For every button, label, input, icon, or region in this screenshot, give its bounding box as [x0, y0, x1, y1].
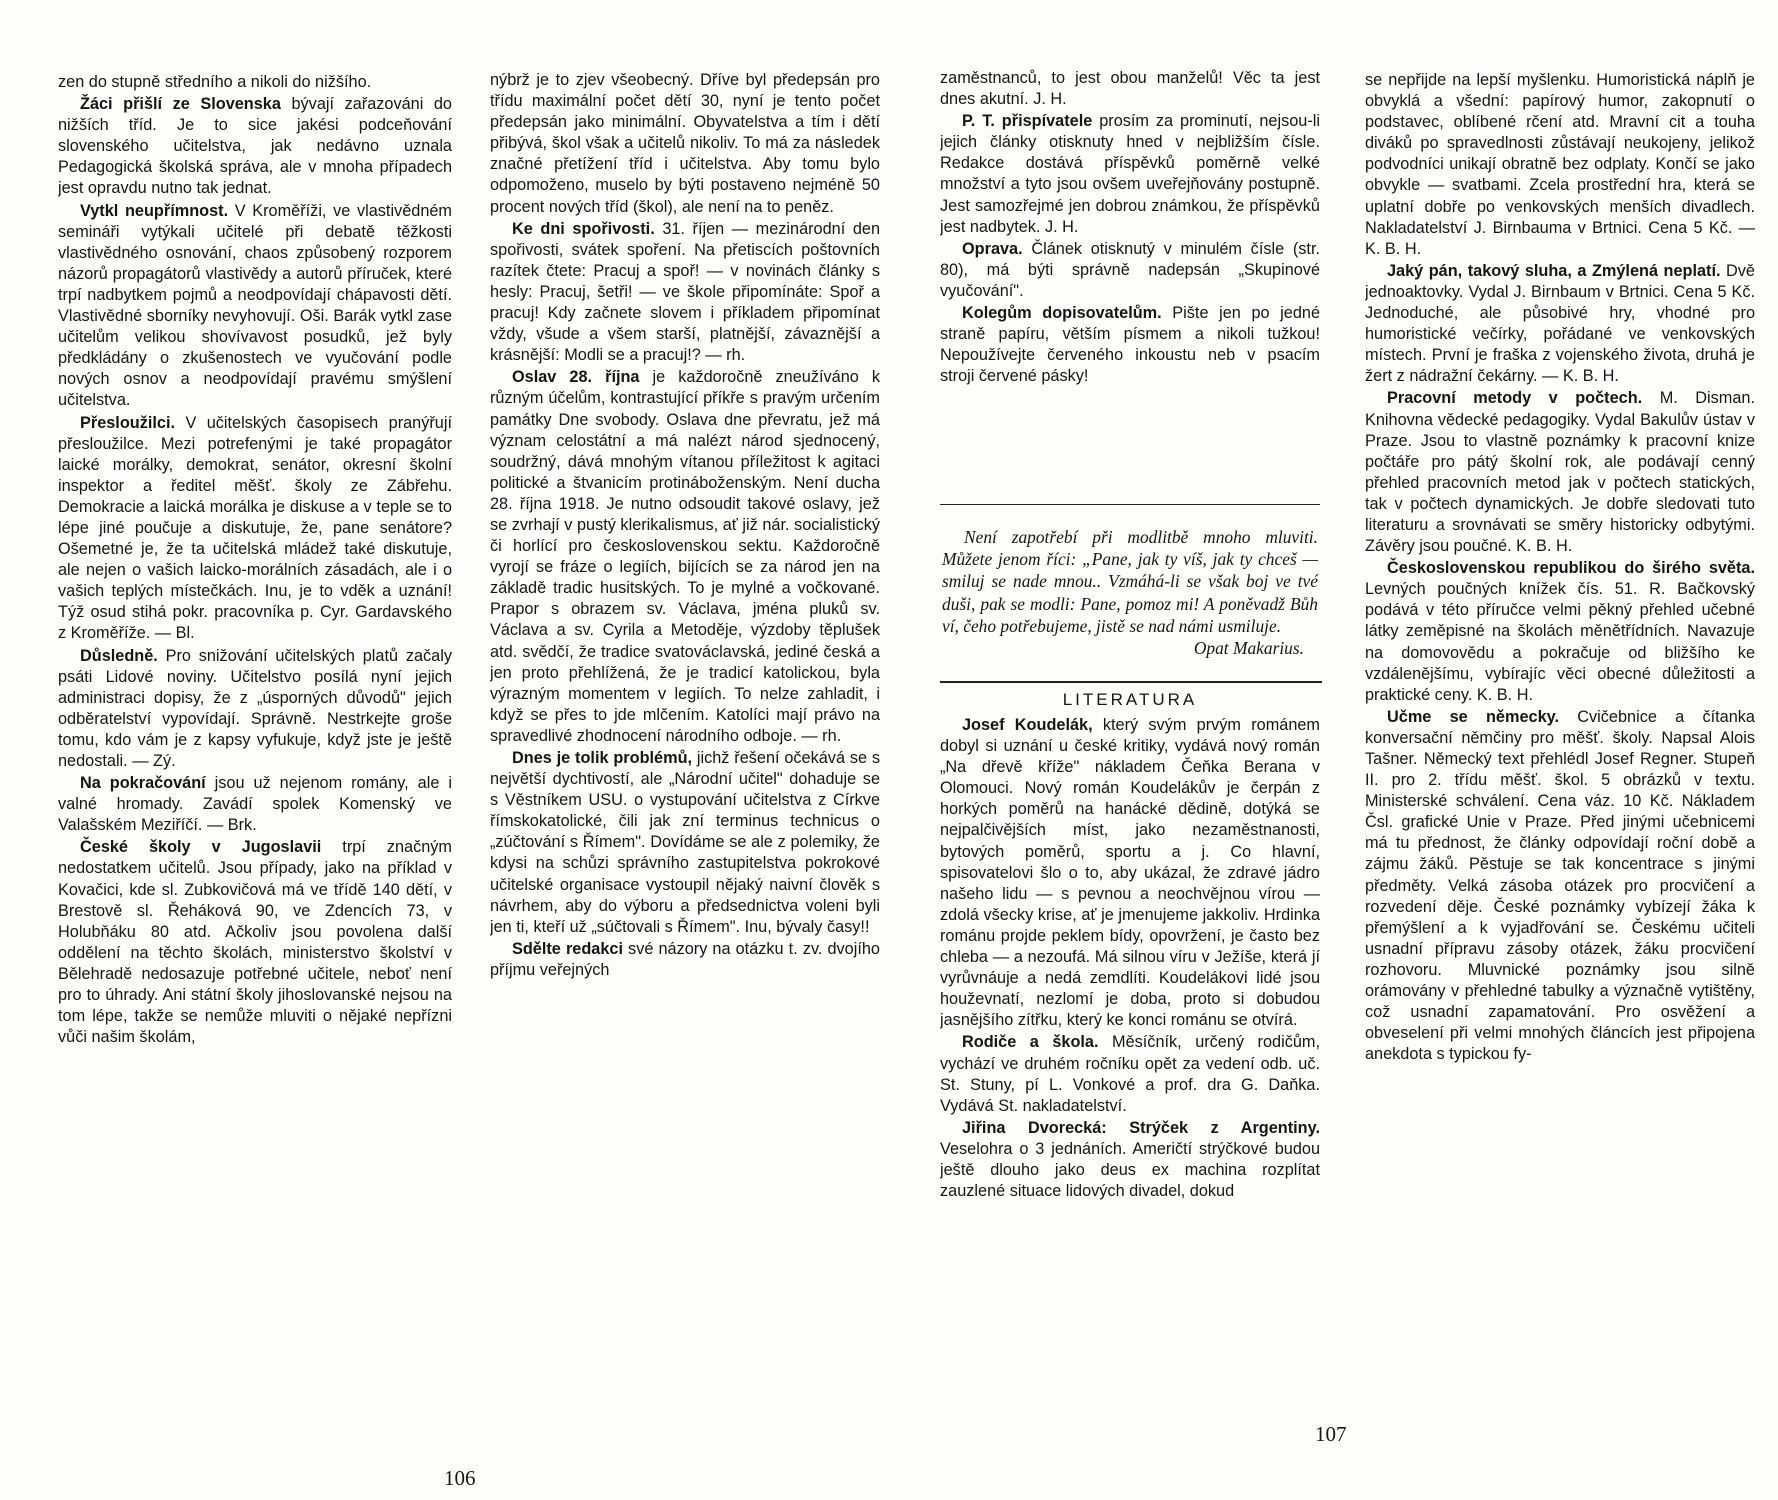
article-paragraph [940, 715, 1320, 1031]
article-heading: České školy v Jugoslavii [80, 838, 322, 857]
left-page-column-1 [58, 72, 452, 1482]
article-paragraph [58, 773, 452, 836]
article-heading: Jiřina Dvorecká: Strýček z Argentiny. [962, 1118, 1320, 1137]
article-heading: Na pokračování [80, 774, 206, 793]
quote-box [942, 526, 1318, 659]
article-body: V učitelských časopisech pranýřují přesloužilce. Mezi potrefenými je také propagátor laické morálky, demokrat, senátor, okresní školní inspektor a ředitel měšť. školy ze Zábřehu. Demokracie a laická morálka je diskuse a v teple se to lépe jiné poučuje a diskutuje, že, pane senátore? Ošemetné je, že ta učitelská mládež také diskutuje, ale nejen o vašich laicko-morálních zásadách, ale i o vašich teplých místečkách. Inu, je to vděk a uznání! Týž osud stihá pokr. pracovníka p. Cyr. Gardavského z Kroměříže. — Bl. [58, 413, 452, 643]
right-page-column-2 [1365, 70, 1755, 1480]
quote-top-rule [940, 504, 1320, 505]
article-paragraph [58, 201, 452, 412]
article-body: zen do stupně středního a nikoli do nižšího. [58, 73, 372, 91]
article-paragraph [490, 219, 880, 367]
article-paragraph [490, 748, 880, 938]
right-page-column-1-top [940, 68, 1320, 488]
article-body: V Kroměříži, ve vlastivědném semináři vytýkali učitelé při debatě těžkosti vlastivědného osnování, chaos způsobený rozporem názorů propagátorů vlastivědy a autorů příruček, které trpí nadbytkem pojmů a neodpovídají chápavosti dětí. Vlastivědné sborníky nevyhovují. Oši. Barák vytkl zase učitelům velikou shovívavost posudků, jež byly předkládány o zkušenostech ve vyučování podle nových osnov a neodpovídají pravému smýšlení učitelstva. [58, 201, 452, 410]
article-paragraph [940, 68, 1320, 110]
article-heading: Kolegům dopisovatelům. [962, 304, 1162, 323]
article-heading: Učme se německy. [1387, 707, 1559, 726]
article-heading: Přesloužilci. [80, 413, 176, 432]
article-paragraph [940, 1032, 1320, 1116]
article-heading: Oslav 28. října [512, 368, 640, 387]
article-body: prosím za prominutí, nejsou-li jejich články otisknuty hned v nejbližším čísle. Redakce dostává příspěvků poměrně velké množství a tyto jsou ovšem uveřejňovány postupně. Jest samozřejmé jen dobrou známkou, že příspěvků jest nadbytek. J. H. [940, 112, 1320, 236]
article-heading: Pracovní metody v počtech. [1387, 389, 1643, 408]
article-paragraph [1365, 707, 1755, 1066]
article-paragraph [940, 303, 1320, 387]
article-body: Dvě jednoaktovky. Vydal J. Birnbaum v Brtnici. Cena 5 Kč. Jednoduché, ale působivé hry, vhodné pro humoristické večírky, pořádané ve venkovských místech. První je fraška z vojenského života, druhá je žert z nádražní čekárny. — K. B. H. [1365, 261, 1755, 386]
article-paragraph [1365, 558, 1755, 706]
article-paragraph [58, 72, 452, 93]
article-paragraph [1365, 388, 1755, 557]
article-body: Pište jen po jedné straně papíru, větším písmem a nikoli tužkou! Nepoužívejte červeného inkoustu neb v psacím stroji červené pásky! [940, 304, 1320, 386]
article-paragraph [490, 939, 880, 981]
article-body: 31. říjen — mezinárodní den spořivosti, svátek spoření. Na přetiscích poštovních razítek čtete: Pracuj a spoř! — v novinách články s hesly: Pracuj, šetři! — ve škole připomínáte: Spoř a pracuj! Kdy začnete slovem i příkladem připomínat vždy, všude a všem starší, platnější, závaznější a krásnější: Modli se a pracuj!? — rh. [490, 219, 880, 365]
article-paragraph [58, 413, 452, 645]
article-body: Měsíčník, určený rodičům, vychází ve druhém ročníku opět za vedení odb. uč. St. Stuny, pí L. Vonkové a prof. dra G. Daňka. Vydává St. nakladatelství. [940, 1033, 1320, 1115]
article-heading: Vytkl neupřímnost. [80, 201, 229, 220]
article-paragraph [940, 1118, 1320, 1202]
article-paragraph [490, 70, 880, 218]
article-heading: Oprava. [962, 239, 1023, 258]
article-heading: Rodiče a škola. [962, 1033, 1099, 1052]
article-body: jsou už nejenom romány, ale i valné hromady. Zavádí spolek Komenský ve Valašském Meziříčí. — Brk. [58, 774, 452, 835]
right-page-column-1-literature [940, 715, 1320, 1365]
article-paragraph [58, 94, 452, 199]
article-heading: Československou republikou do širého světa. [1387, 559, 1755, 578]
section-heading: LITERATURA [1062, 690, 1198, 709]
article-paragraph [58, 646, 452, 773]
article-body: který svým prvým románem dobyl si uznání u české kritiky, vydává nový román „Na dřevě kříže" nákladem Čeňka Berana v Olomouci. Nový román Koudelákův je čerpán z horkých poměrů na hanácké dědině, dotýká se nejpalčivějších míst, jako nezaměstnanosti, bytových poměrů, sportu a j. Co hlavní, spisovatelovi šlo o to, aby ukázal, že zdravé jádro našeho lidu — s pevnou a neochvějnou vírou — zdolá všecky krise, ať je jmenujeme jakkoliv. Hrdinka románu projde peklem bídy, opovržení, je často bez chleba — a nezoufá. Má silnou víru v Ježíše, která jí vyrůvnáuje a nedá zemdlíti. Koudelákovi lidé jsou houževnatí, nezlomí je doba, proto si dobudou jasnějšího zítřku, který ke konci románu se otvírá. [940, 716, 1320, 1030]
article-paragraph [1365, 70, 1755, 260]
article-body: zaměstnanců, to jest obou manželů! Věc ta jest dnes akutní. J. H. [940, 69, 1320, 109]
quote-text: Není zapotřebí při modlitbě mnoho mluviti. Můžete jenom říci: „Pane, jak ty víš, jak ty chceš — smiluj se nade mnou.. Vzmáhá-li se však boj ve tvé duši, pak se modli: Pane, pomoz mi! A poněvadž Bůh ví, čeho potřebujeme, jistě se nad námi usmiluje. [942, 527, 1318, 636]
article-body: trpí značným nedostatkem učitelů. Jsou případy, jako na příklad v Kovačici, kde sl. Zubkovičová má ve třídě 140 dětí, v Brestově sl. Řeháková 90, ve Zdencích 73, v Holubňáku 80 atd. Ačkoliv jsou povolena další oddělení na těchto školách, ministerstvo školství v Bělehradě nedosazuje potřebné učitele, neboť není pro to úhrady. Ani státní školy jihoslovanské nejsou na tom lépe, takže se nemůže mluviti o nějaké nepřízni vůči našim školám, [58, 838, 452, 1047]
article-heading: Žáci přišlí ze Slovenska [80, 95, 281, 114]
page-number-right: 107 [1315, 1422, 1347, 1446]
article-paragraph [940, 239, 1320, 302]
article-paragraph [58, 837, 452, 1048]
article-body: Veselohra o 3 jednáních. Američtí strýčkové budou ještě dlouho jako deus ex machina rozplítat zauzlené situace lidových divadel, dokud [940, 1139, 1320, 1201]
article-body: Pro snižování učitelských platů začaly psáti Lidové noviny. Učitelstvo posílá nyní jejich administraci dopisy, že z „úsporných důvodů" jejich odběratelství vypovídají. Správně. Nestrkejte groše tomu, kdo vám je z kapsy vyfukuje, když jste je ještě nedostali. — Zý. [58, 646, 452, 770]
article-body: Cvičebnice a čítanka konversační němčiny pro měšť. školy. Napsal Alois Tašner. Německý text přehlédl Josef Regner. Stupeň II. pro 2. třídu měšť. škol. 5 obrázků v textu. Ministerské schválení. Cena váz. 10 Kč. Nákladem Čsl. grafické Unie v Praze. Před jinými učebnicemi má tu přednost, že články odpovídají roční době a zájmu žáků. Pěstuje se tak koncentrace s jinými předměty. Velká zásoba otázek pro procvičení a rozvedení děje. České poznámky vybízejí žáka k přemýšlení a k vyjadřování se. Českému učiteli usnadní přípravu zásoby otázek, žáku procvičení rozhovoru. Mluvnické poznámky jsou silně orámovány v přehledné tabulky a význačně vytištěny, což usnadní zapamatování. Pro osvěžení a obveselení při velmi mnohých článcích jest připojena anekdota s typickou fy- [1365, 707, 1755, 1064]
article-heading: Sdělte redakci [512, 939, 623, 958]
article-body: své názory na otázku t. zv. dvojího příjmu veřejných [490, 939, 880, 979]
article-paragraph [1365, 261, 1755, 388]
article-heading: Ke dni spořivosti. [512, 219, 655, 238]
article-body: Článek otisknutý v minulém čísle (str. 80), má býti správně nadepsán „Skupinové vyučování". [940, 239, 1320, 300]
article-body: se nepřijde na lepší myšlenku. Humoristická náplň je obvyklá a všední: papírový humor, zakopnutí o podstavec, oblíbené rčení atd. Mravní cit a touha diváků po spravedlnosti zůstávají neukojeny, jelikož podvodníci unikají obratně bez odplaty. Končí se jako obvykle — svatbami. Zcela prostřední hra, která se uplatní dobře po venkovských menších divadlech. Nakladatelství J. Birnbauma v Brtnici. Cena 5 Kč. — K. B. H. [1365, 71, 1755, 258]
article-body: je každoročně zneužíváno k různým účelům, kontrastující příkře s pravým určením památky Dne svobody. Oslava dne převratu, jež má význam celostátní a má nalézt národ sjednocený, soudržný, dává mnohým vítanou příležitost k agitaci politické a štvanicím protináboženským. Není ducha 28. října 1918. Je nutno odsoudit takové oslavy, jež se zvrhají v pustý klerikalismus, ať již nár. socialistický či horlící pro československou sektu. Každoročně vyrojí se fráze o legiích, bijících se za národ jen na základě tradic husitských. To je mylné a vočkované. Prapor s obrazem sv. Václava, jména pluků sv. Václava a sv. Cyrila a Metoděje, výzdoby těplušek atd. svědčí, že tradice svatováclavská, jediné česká a jen proto přehlížená, že je tradicí katolickou, byla výrazným momentem v legiích. To nelze zahladit, i když se přes to jde mlčením. Katolíci mají právo na spravedlivé zhodnocení národního odboje. — rh. [490, 368, 880, 745]
article-heading: Josef Koudelák, [962, 716, 1093, 734]
article-paragraph [490, 367, 880, 747]
article-heading: P. T. přispívatele [962, 112, 1093, 131]
article-body: M. Disman. Knihovna vědecké pedagogiky. Vydal Bakulův ústav v Praze. Jsou to vlastně poznámky k pracovní knize počtáře pro pátý školní rok, ale podávají cenný přehled pracovních metod jak v počtech statických, tak v počtech dynamických. Je dobře sledovati tuto literaturu a srovnávati se směry historicky odbytými. Závěry jsou poučné. K. B. H. [1365, 389, 1755, 556]
quote-signature: Opat Makarius. [1193, 638, 1304, 659]
article-body: Levných poučných knížek čís. 51. R. Bačkovský podává v této příručce velmi pěkný přehled učebné látky zeměpisné na školách měnětřídních. Navazuje na domovovědu a pokračuje od bližšího ke vzdálenějšímu, vybírajíc věci obecné důležitosti a praktické ceny. K. B. H. [1365, 580, 1755, 704]
article-heading: Důsledně. [80, 646, 158, 665]
article-heading: Jaký pán, takový sluha, a Zmýlená neplatí. [1387, 261, 1721, 280]
left-page-column-2 [490, 70, 880, 1490]
article-body: nýbrž je to zjev všeobecný. Dříve byl předepsán pro třídu maximální počet dětí 30, nyní je tento počet předepsán jako minimální. Obyvatelstva a tím i dětí přibývá, škol však a učitelů nikoliv. To má za následek značné přetížení tříd i učitelstva. Aby tomu bylo odpomoženo, muselo by býti postaveno nejméně 50 procent nových tříd (škol), ale není na to peněz. [490, 71, 880, 216]
page-number-left: 106 [444, 1466, 476, 1490]
article-body: jichž řešení očekává se s největší dychtivostí, ale „Národní učitel" dohaduje se s Věstníkem USU. o vystupování učitelstva z Církve římskokatolické, čili jak zní terminus technicus o „zúčtování s Římem". Dovídáme se ale z polemiky, že kdysi na schůzi správního zastupitelstva pokrokové učitelské organisace vystoupil nějaký naivní člověk s návrhem, aby do výboru a předsednictva voleni byli jen ti, kteří už „súčtovali s Římem". Inu, bývaly časy!! [490, 749, 880, 936]
section-divider [940, 681, 1322, 683]
article-body: bývají zařazováni do nižších tříd. Je to sice jakési podceňování slovenského učitelstva, jak nedávno uznala Pedagogická školská správa, ale v mnoha případech jest opravdu nutno tak jednat. [58, 95, 452, 198]
article-paragraph [940, 111, 1320, 238]
article-heading: Dnes je tolik problémů, [512, 749, 693, 767]
